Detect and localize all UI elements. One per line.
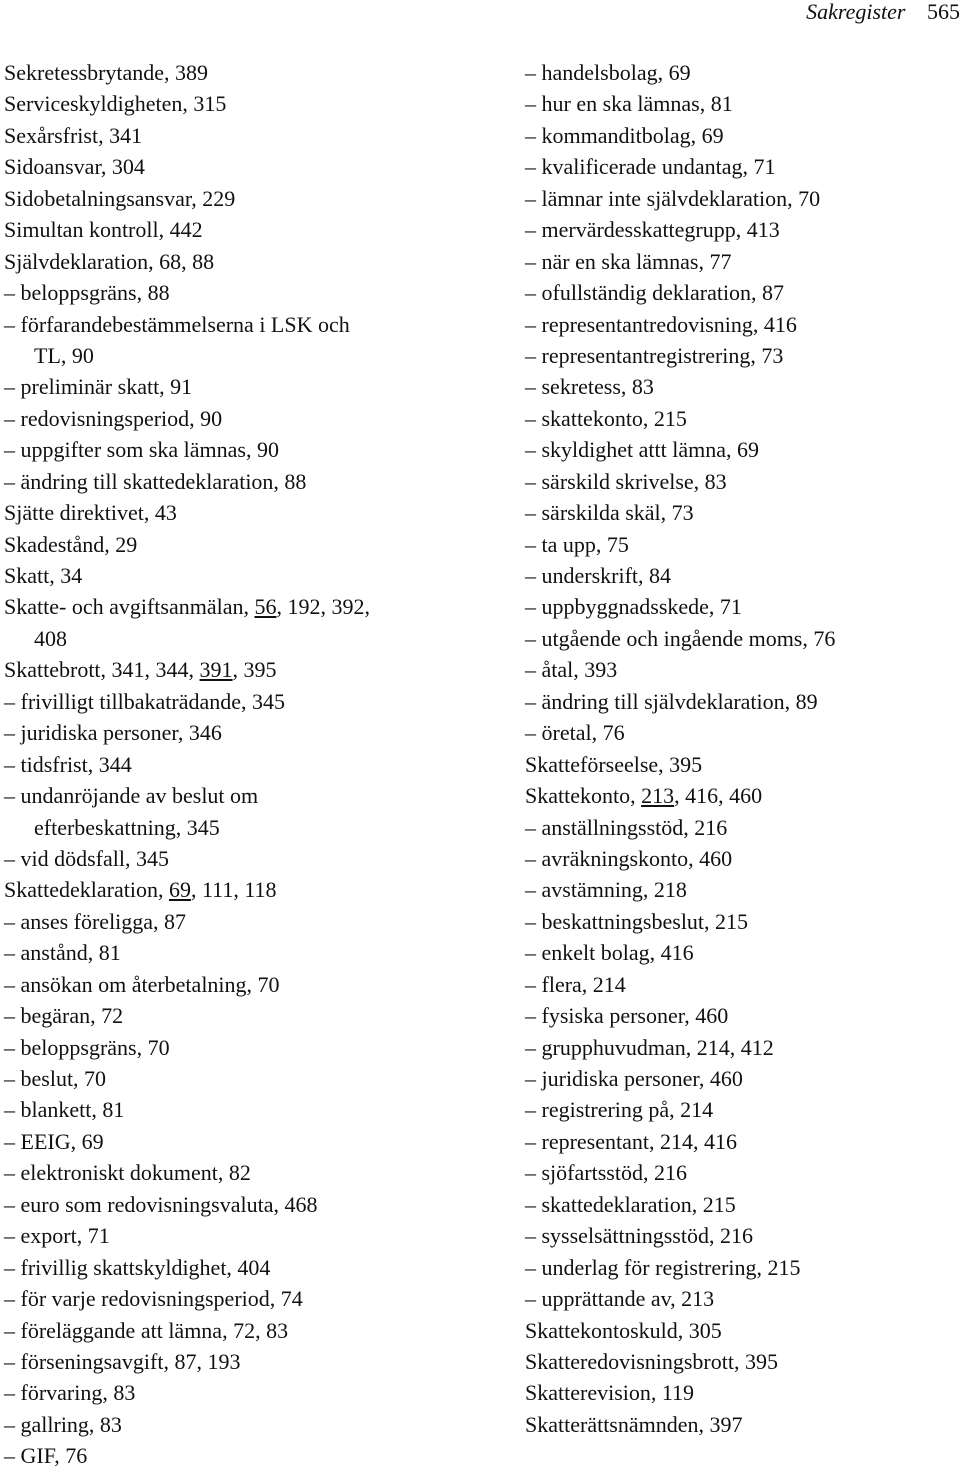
index-entry — [4, 246, 484, 277]
entry-text: – gallring, 83 — [4, 1411, 122, 1437]
entry-text: – sjöfartsstöd, 216 — [525, 1160, 687, 1186]
index-subentry — [525, 1032, 955, 1063]
index-subentry — [525, 1063, 955, 1094]
index-subentry — [525, 57, 955, 88]
index-subentry — [4, 937, 484, 968]
entry-text: – beslut, 70 — [4, 1066, 107, 1091]
page-number: 565 — [927, 0, 960, 24]
index-subentry — [4, 1440, 484, 1471]
index-column-left — [4, 57, 484, 1472]
entry-text: Skattekontoskuld, 305 — [525, 1317, 722, 1343]
entry-text: – uppgifter som ska lämnas, 90 — [4, 437, 279, 463]
index-subentry — [4, 1409, 484, 1440]
entry-text: – beloppsgräns, 70 — [4, 1034, 170, 1060]
entry-text: – frivilligt tillbakaträdande, 345 — [4, 688, 286, 714]
index-subentry — [4, 780, 484, 811]
entry-text: – handelsbolag, 69 — [525, 60, 691, 85]
entry-text: – upprättande av, 213 — [525, 1286, 715, 1312]
index-subentry — [525, 340, 955, 371]
entry-text: Skattebrott, 341, 344, — [4, 657, 200, 683]
index-entry-continuation — [4, 340, 484, 371]
index-subentry — [525, 497, 955, 528]
index-subentry — [4, 969, 484, 1000]
entry-text: – juridiska personer, 346 — [4, 720, 222, 746]
entry-text: 408 — [34, 625, 67, 651]
entry-text: – ta upp, 75 — [525, 531, 629, 557]
entry-text: – anstånd, 81 — [4, 940, 121, 966]
entry-text: – registrering på, 214 — [525, 1097, 714, 1123]
entry-text: – skattekonto, 215 — [525, 405, 687, 431]
index-subentry — [525, 1252, 955, 1283]
index-entry — [4, 214, 484, 245]
index-subentry — [525, 151, 955, 182]
entry-text: – förfarandebestämmelserna i LSK och — [4, 311, 350, 337]
index-subentry — [525, 371, 955, 402]
entry-text: – juridiska personer, 460 — [525, 1066, 743, 1091]
entry-text: – undanröjande av beslut om — [4, 783, 259, 809]
index-entry — [4, 57, 484, 88]
index-subentry — [4, 1315, 484, 1346]
entry-text: TL, 90 — [34, 342, 94, 368]
entry-text: – mervärdesskattegrupp, 413 — [525, 217, 780, 243]
entry-text: Skadestånd, 29 — [4, 531, 138, 557]
entry-text: Skatterättsnämnden, 397 — [525, 1411, 743, 1437]
entry-text: – förvaring, 83 — [4, 1380, 136, 1406]
entry-text: – sysselsättningsstöd, 216 — [525, 1223, 753, 1249]
index-subentry — [525, 812, 955, 843]
index-subentry — [4, 1346, 484, 1377]
index-subentry — [525, 591, 955, 622]
entry-text-rest: , 416, 460 — [674, 783, 763, 809]
index-entry — [525, 1409, 955, 1440]
index-entry — [4, 88, 484, 119]
index-entry-continuation — [4, 812, 484, 843]
entry-text: – kvalificerade undantag, 71 — [525, 154, 776, 180]
entry-text-rest: , 111, 118 — [190, 877, 277, 903]
index-subentry — [4, 1377, 484, 1408]
entry-text: – representantregistrering, 73 — [525, 342, 784, 368]
entry-text: – utgående och ingående moms, 76 — [525, 625, 836, 651]
entry-text: – underlag för registrering, 215 — [525, 1254, 801, 1280]
index-subentry — [525, 309, 955, 340]
index-subentry — [525, 1094, 955, 1125]
entry-text: Självdeklaration, 68, 88 — [4, 248, 215, 274]
entry-text: – föreläggande att lämna, 72, 83 — [4, 1317, 289, 1343]
index-subentry — [4, 277, 484, 308]
entry-text: – för varje redovisningsperiod, 74 — [4, 1286, 303, 1312]
entry-text: – ansökan om återbetalning, 70 — [4, 971, 280, 997]
index-entry — [4, 654, 484, 685]
entry-text: – begäran, 72 — [4, 1003, 124, 1029]
index-subentry — [525, 434, 955, 465]
index-subentry — [4, 1157, 484, 1188]
entry-text: – euro som redovisningsvaluta, 468 — [4, 1191, 318, 1217]
index-subentry — [4, 1126, 484, 1157]
entry-text: Skatt, 34 — [4, 563, 83, 588]
entry-text: Skatte- och avgiftsanmälan, — [4, 594, 255, 620]
entry-text: – avräkningskonto, 460 — [525, 845, 733, 871]
entry-text: – skyldighet attt lämna, 69 — [525, 437, 760, 463]
index-entry — [4, 874, 484, 905]
index-subentry — [525, 717, 955, 748]
index-subentry — [525, 686, 955, 717]
index-column-right — [525, 57, 955, 1440]
index-subentry — [525, 246, 955, 277]
index-subentry — [525, 937, 955, 968]
index-subentry — [4, 1220, 484, 1251]
index-subentry — [525, 183, 955, 214]
entry-text: – EEIG, 69 — [4, 1128, 104, 1154]
index-entry — [4, 120, 484, 151]
index-subentry — [525, 1220, 955, 1251]
index-subentry — [4, 843, 484, 874]
main-page-reference: 69 — [168, 877, 191, 903]
index-subentry — [525, 1283, 955, 1314]
main-page-reference: 56 — [254, 594, 277, 620]
index-subentry — [525, 277, 955, 308]
entry-text: – fysiska personer, 460 — [525, 1003, 729, 1029]
entry-text: – GIF, 76 — [4, 1443, 88, 1469]
entry-text: – representantredovisning, 416 — [525, 311, 797, 337]
index-subentry — [525, 843, 955, 874]
index-entry — [525, 1377, 955, 1408]
index-subentry — [525, 1157, 955, 1188]
entry-text: – öretal, 76 — [525, 720, 625, 746]
index-subentry — [4, 1283, 484, 1314]
entry-text: – tidsfrist, 344 — [4, 751, 132, 777]
entry-text: – anställningsstöd, 216 — [525, 814, 728, 840]
entry-text: – vid dödsfall, 345 — [4, 845, 169, 871]
entry-text: – särskilda skäl, 73 — [525, 500, 694, 526]
index-subentry — [525, 120, 955, 151]
index-subentry — [4, 466, 484, 497]
entry-text: – ändring till skattedeklaration, 88 — [4, 468, 307, 494]
index-subentry — [525, 1126, 955, 1157]
index-subentry — [525, 623, 955, 654]
entry-text: Simultan kontroll, 442 — [4, 217, 203, 243]
entry-text: – skattedeklaration, 215 — [525, 1191, 736, 1217]
index-subentry — [4, 1094, 484, 1125]
main-page-reference: 213 — [641, 783, 675, 809]
entry-text: – sekretess, 83 — [525, 374, 654, 400]
index-entry — [4, 497, 484, 528]
index-subentry — [4, 1252, 484, 1283]
main-page-reference: 391 — [199, 657, 233, 683]
entry-text-rest: , 395 — [232, 657, 277, 683]
entry-text: – flera, 214 — [525, 971, 626, 997]
index-entry — [4, 560, 484, 591]
entry-text: – frivillig skattskyldighet, 404 — [4, 1254, 271, 1280]
index-subentry — [4, 309, 484, 340]
entry-text: – beloppsgräns, 88 — [4, 280, 170, 306]
entry-text: Skattekonto, — [525, 783, 642, 809]
index-entry — [4, 151, 484, 182]
entry-text: – representant, 214, 416 — [525, 1128, 737, 1154]
entry-text: – enkelt bolag, 416 — [525, 940, 694, 966]
index-subentry — [4, 1063, 484, 1094]
index-entry — [4, 183, 484, 214]
entry-text: – anses föreligga, 87 — [4, 908, 187, 934]
entry-text: Sidobetalningsansvar, 229 — [4, 185, 236, 211]
index-subentry — [525, 403, 955, 434]
entry-text: – lämnar inte självdeklaration, 70 — [525, 185, 821, 211]
index-subentry — [525, 529, 955, 560]
index-subentry — [525, 214, 955, 245]
index-subentry — [4, 1000, 484, 1031]
entry-text: Skattedeklaration, — [4, 877, 169, 903]
index-entry — [525, 749, 955, 780]
entry-text: – export, 71 — [4, 1223, 110, 1249]
index-entry — [525, 1315, 955, 1346]
page-header — [806, 0, 960, 26]
index-subentry — [4, 906, 484, 937]
index-entry — [4, 591, 484, 622]
entry-text: Sekretessbrytande, 389 — [4, 60, 209, 85]
index-subentry — [525, 560, 955, 591]
entry-text: Skatteförseelse, 395 — [525, 751, 703, 777]
index-subentry — [525, 906, 955, 937]
entry-text: efterbeskattning, 345 — [34, 814, 220, 840]
index-entry — [525, 780, 955, 811]
index-subentry — [525, 969, 955, 1000]
index-entry — [4, 529, 484, 560]
index-subentry — [525, 466, 955, 497]
index-subentry — [4, 717, 484, 748]
entry-text: – redovisningsperiod, 90 — [4, 405, 223, 431]
index-subentry — [4, 403, 484, 434]
index-subentry — [4, 749, 484, 780]
index-subentry — [4, 1189, 484, 1220]
entry-text: – när en ska lämnas, 77 — [525, 248, 732, 274]
index-subentry — [525, 88, 955, 119]
entry-text: – preliminär skatt, 91 — [4, 374, 193, 400]
entry-text: – kommanditbolag, 69 — [525, 122, 724, 148]
index-entry-continuation — [4, 623, 484, 654]
running-title: Sakregister — [806, 0, 906, 24]
entry-text: – förseningsavgift, 87, 193 — [4, 1348, 241, 1374]
index-subentry — [525, 1000, 955, 1031]
entry-text: – underskrift, 84 — [525, 563, 672, 588]
index-subentry — [525, 874, 955, 905]
index-entry — [525, 1346, 955, 1377]
entry-text: Skatterevision, 119 — [525, 1380, 695, 1406]
entry-text: Sidoansvar, 304 — [4, 154, 145, 180]
entry-text: – ofullständig deklaration, 87 — [525, 280, 785, 306]
entry-text: – elektroniskt dokument, 82 — [4, 1160, 251, 1186]
entry-text: – särskild skrivelse, 83 — [525, 468, 727, 494]
entry-text: – avstämning, 218 — [525, 877, 687, 903]
entry-text-rest: , 192, 392, — [276, 594, 370, 620]
index-subentry — [4, 371, 484, 402]
index-subentry — [4, 686, 484, 717]
index-subentry — [525, 654, 955, 685]
entry-text: – ändring till självdeklaration, 89 — [525, 688, 818, 714]
index-subentry — [4, 1032, 484, 1063]
entry-text: – hur en ska lämnas, 81 — [525, 91, 733, 117]
entry-text: Sexårsfrist, 341 — [4, 122, 143, 148]
entry-text: – beskattningsbeslut, 215 — [525, 908, 749, 934]
entry-text: Sjätte direktivet, 43 — [4, 500, 177, 526]
entry-text: – åtal, 393 — [525, 657, 618, 683]
index-subentry — [4, 434, 484, 465]
entry-text: – uppbyggnadsskede, 71 — [525, 594, 742, 620]
entry-text: – grupphuvudman, 214, 412 — [525, 1034, 774, 1060]
entry-text: Serviceskyldigheten, 315 — [4, 91, 227, 117]
index-subentry — [525, 1189, 955, 1220]
entry-text: Skatteredovisningsbrott, 395 — [525, 1348, 778, 1374]
entry-text: – blankett, 81 — [4, 1097, 125, 1123]
